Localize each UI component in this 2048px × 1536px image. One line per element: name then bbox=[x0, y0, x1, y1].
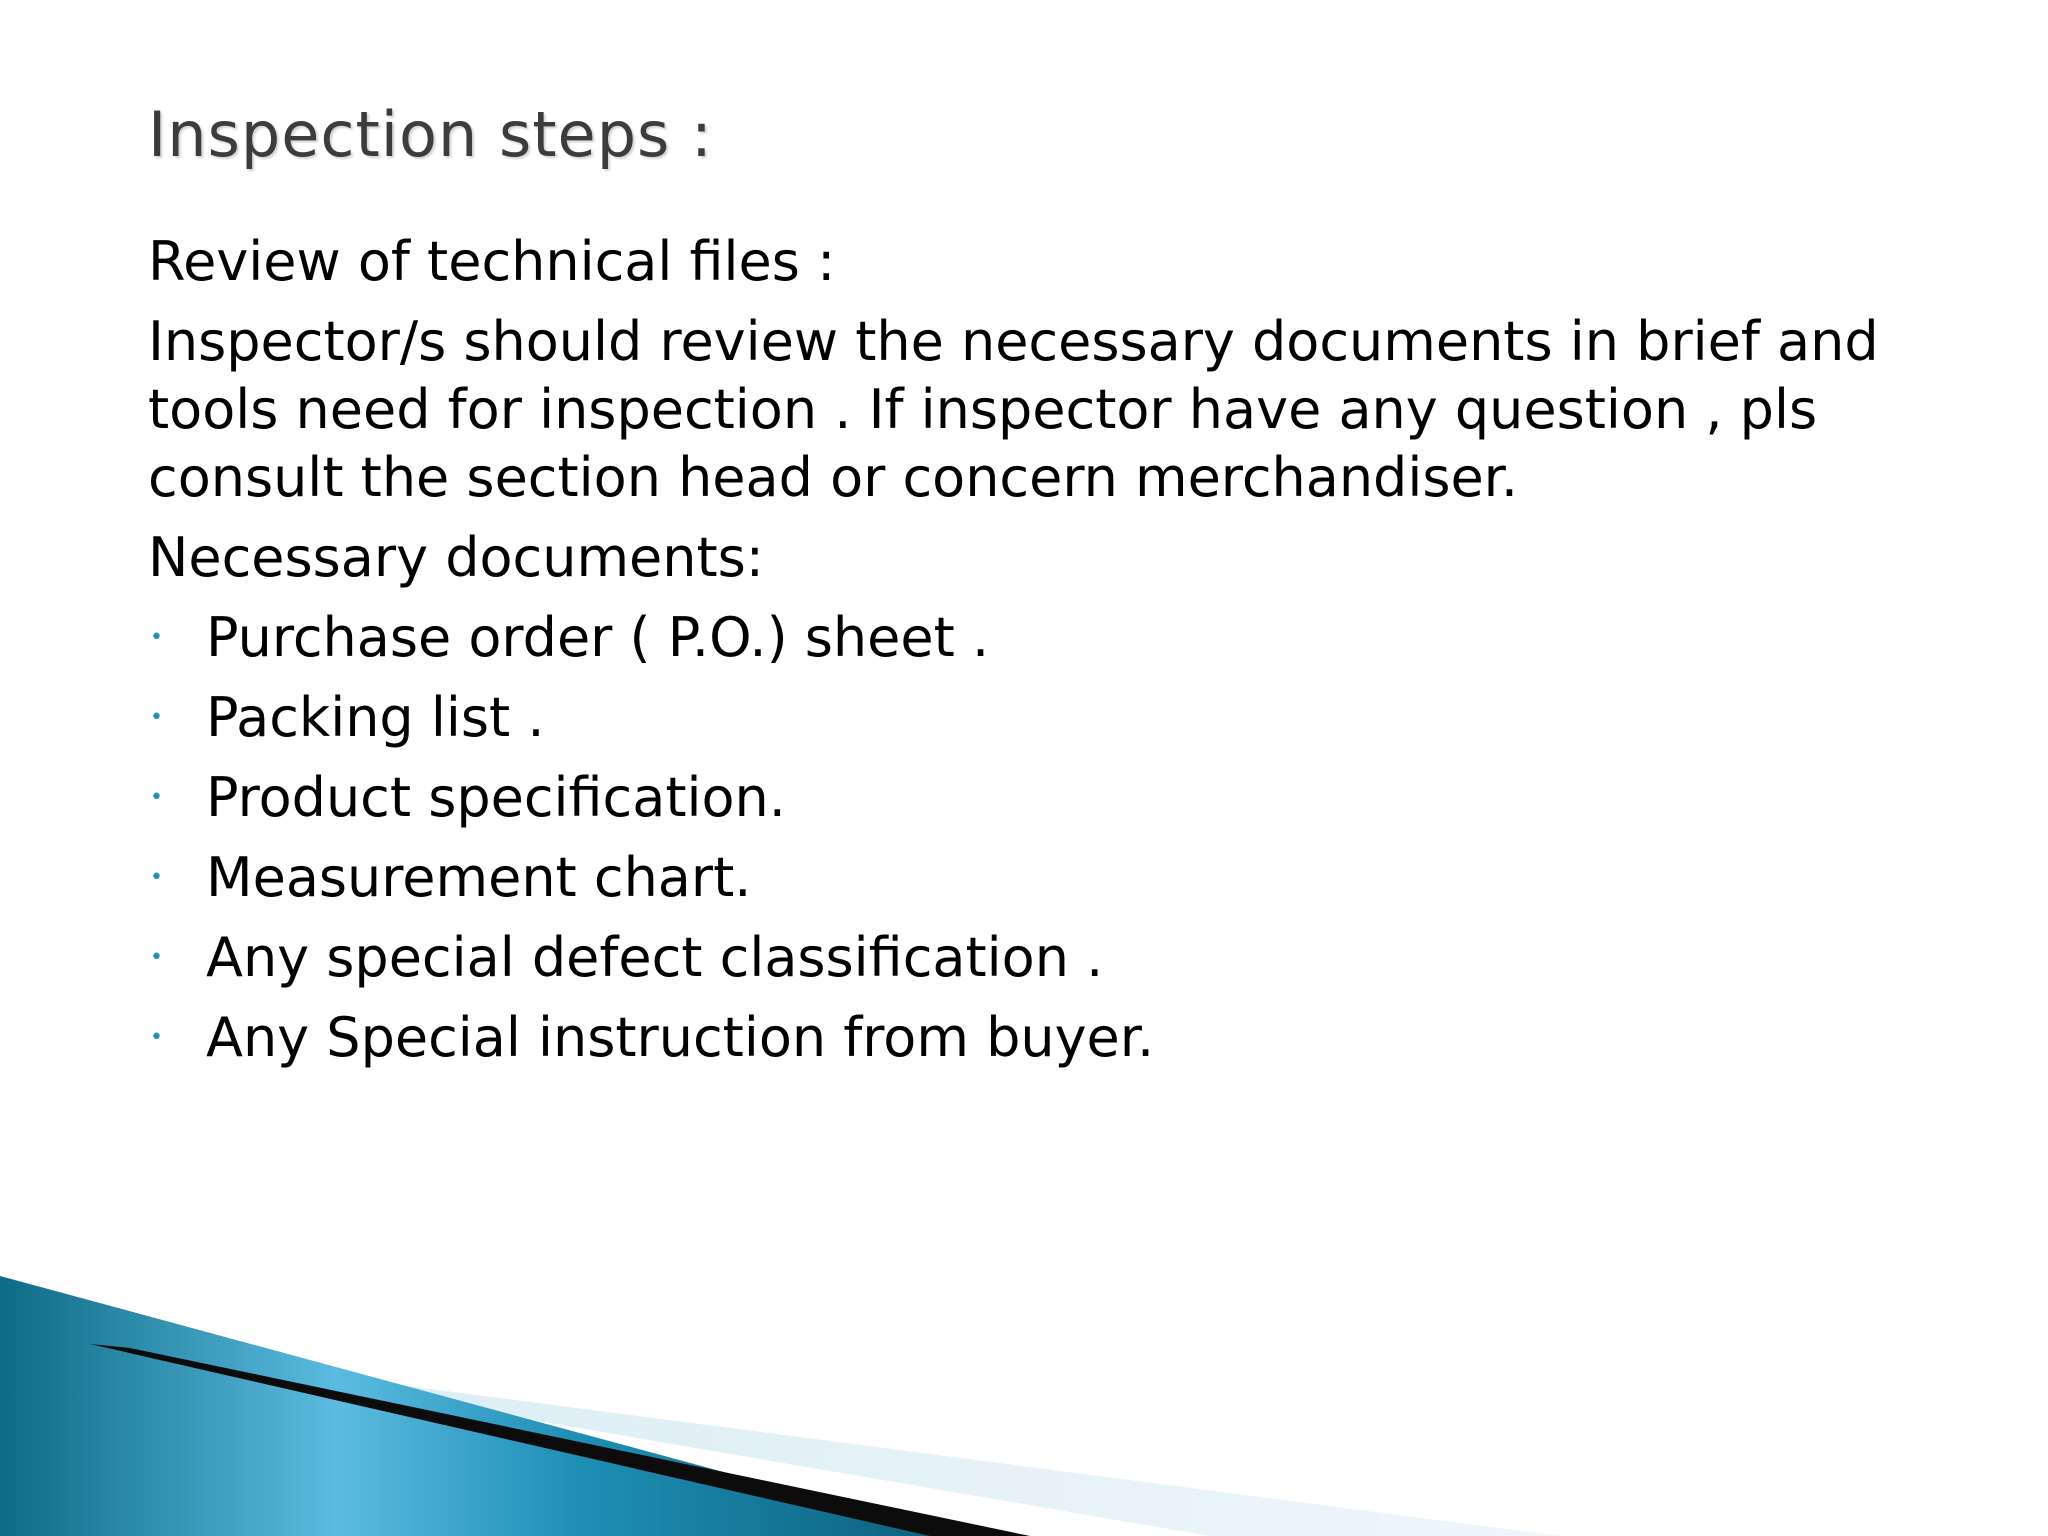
list-item-text: Packing list . bbox=[206, 686, 545, 749]
bullet-icon: • bbox=[150, 945, 163, 970]
list-item-text: Product specification. bbox=[206, 766, 786, 829]
list-item-text: Any special defect classification . bbox=[206, 926, 1104, 989]
bullet-icon: • bbox=[150, 1025, 163, 1050]
list-item bbox=[148, 764, 1948, 832]
bullet-icon: • bbox=[150, 865, 163, 890]
list-item-text: Any Special instruction from buyer. bbox=[206, 1006, 1155, 1069]
list-item bbox=[148, 924, 1948, 992]
bullet-icon: • bbox=[150, 705, 163, 730]
list-item bbox=[148, 1004, 1948, 1072]
documents-list bbox=[148, 604, 1948, 1072]
review-heading: Review of technical files : bbox=[148, 230, 836, 293]
list-item bbox=[148, 844, 1948, 912]
bullet-icon: • bbox=[150, 785, 163, 810]
slide-title: Inspection steps : bbox=[148, 98, 713, 171]
list-item bbox=[148, 684, 1948, 752]
bullet-icon: • bbox=[150, 625, 163, 650]
footer-swoosh-decoration bbox=[0, 1276, 2048, 1536]
documents-heading: Necessary documents: bbox=[148, 526, 764, 589]
review-body: Inspector/s should review the necessary documents in brief and tools need for inspection . If inspector have any question , pls consult the section head or concern merchandiser. bbox=[148, 310, 1879, 509]
list-item bbox=[148, 604, 1948, 672]
list-item-text: Purchase order ( P.O.) sheet . bbox=[206, 606, 990, 669]
list-item-text: Measurement chart. bbox=[206, 846, 752, 909]
slide-body bbox=[148, 228, 1948, 1084]
